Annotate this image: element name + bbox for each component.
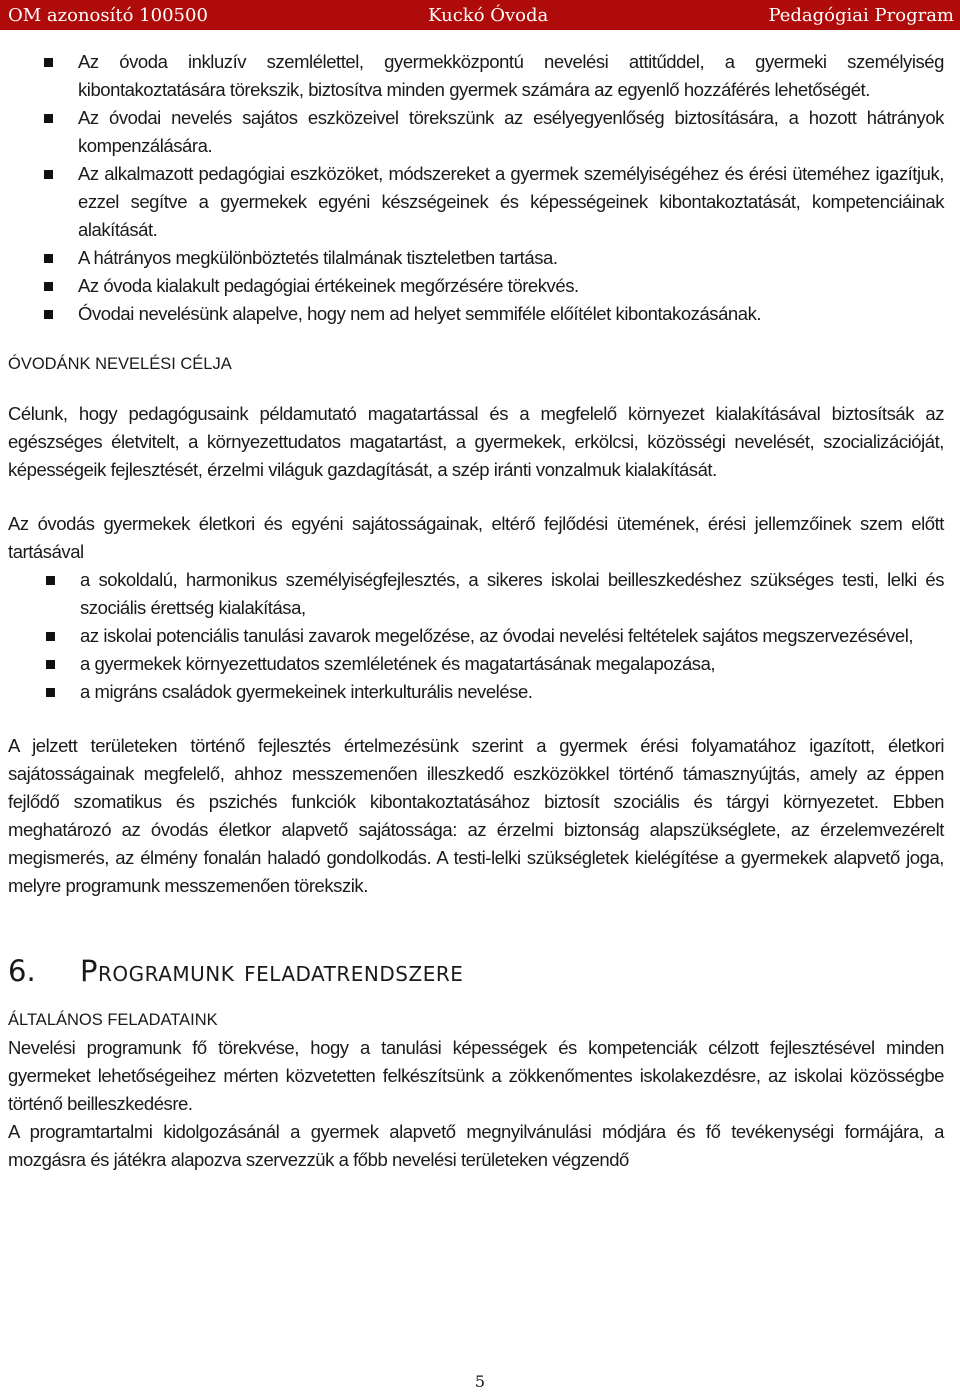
paragraph-goal: Célunk, hogy pedagógusaink példamutató magatartással és a megfelelő környezet kialakításával biztosítsák az egészséges életvitelt, a környezettudatos magatartást, a gyermekek, erkölcsi, közösségi nevelését, szocializációját, képességeik fejlesztését, érzelmi világuk gazdagítását, a szép iránti vonzalmuk kialakítását. xyxy=(8,403,944,480)
square-bullet-icon xyxy=(44,310,53,319)
paragraph-general-tasks: Nevelési programunk fő törekvése, hogy a tanulási képességek és kompetenciák célzott fejlesztésével minden gyermeket lehetőségeihez mérten közvetetten felkészítsünk a zökkenőmentes iskolakezdésre, az iskolai közösségbe történő beilleszkedésre. xyxy=(8,1037,944,1114)
document-body xyxy=(8,48,944,1174)
square-bullet-icon xyxy=(46,660,55,669)
square-bullet-icon xyxy=(44,170,53,179)
section-heading-general-tasks: ÁLTALÁNOS FELADATAINK xyxy=(8,1011,218,1029)
principles-list xyxy=(8,48,944,328)
square-bullet-icon xyxy=(46,688,55,697)
section-heading-goal: ÓVODÁNK NEVELÉSI CÉLJA xyxy=(8,355,232,373)
list-item: az iskolai potenciális tanulási zavarok megelőzése, az óvodai nevelési feltételek sajátos megszervezésével, xyxy=(8,622,944,650)
square-bullet-icon xyxy=(46,632,55,641)
square-bullet-icon xyxy=(46,576,55,585)
list-item: a gyermekek környezettudatos szemléletének és magatartásának megalapozása, xyxy=(8,650,944,678)
goals-list xyxy=(8,566,944,706)
page-number: 5 xyxy=(474,1372,486,1391)
list-item: A hátrányos megkülönböztetés tilalmának tiszteletben tartása. xyxy=(8,244,944,272)
paragraph-program-content: A programtartalmi kidolgozásánál a gyermek alapvető megnyilvánulási módjára és fő tevékenységi formájára, a mozgásra és játékra alapozva szervezzük a főbb nevelési területeken végzendő xyxy=(8,1121,944,1170)
list-item: Az óvoda inkluzív szemlélettel, gyermekközpontú nevelési attitűddel, a gyermeki személyiség kibontakoztatására törekszik, biztosítva minden gyermek számára az egyenlő hozzáférés lehetőségét. xyxy=(8,48,944,104)
chapter-number: 6. xyxy=(8,954,36,988)
page-header xyxy=(0,0,960,30)
header-institution: Kuckó Óvoda xyxy=(428,4,549,26)
header-document-title: Pedagógiai Program xyxy=(768,4,954,26)
list-item: Az óvoda kialakult pedagógiai értékeinek megőrzésére törekvés. xyxy=(8,272,944,300)
list-item: Óvodai nevelésünk alapelve, hogy nem ad helyet semmiféle előítélet kibontakozásának. xyxy=(8,300,944,328)
list-item: a sokoldalú, harmonikus személyiségfejlesztés, a sikeres iskolai beilleszkedéshez szükséges testi, lelki és szociális érettség kialakítása, xyxy=(8,566,944,622)
square-bullet-icon xyxy=(44,282,53,291)
paragraph-development: A jelzett területeken történő fejlesztés értelmezésünk szerint a gyermek érési folyamatához igazított, életkori sajátosságainak megfelelő, ahhoz messzemenően illeszkedő eszközökkel történő támasznyújtás, amely az éppen fejlődő szomatikus és pszichés funkciók kibontakoztatásához biztosít szociális és tárgyi környezetet. Ebben meghatározó az óvodás életkor alapvető sajátossága: az érzelmi biztonság alapszükséglete, az érzelemvezérelt megismerés, az élmény fonalán haladó gondolkodás. A testi-lelki szükségletek kielégítése a gyermekek alapvető joga, melyre programunk messzemenően törekszik. xyxy=(8,735,944,896)
square-bullet-icon xyxy=(44,254,53,263)
paragraph-intro: Az óvodás gyermekek életkori és egyéni sajátosságainak, eltérő fejlődési ütemének, érési jellemzőinek szem előtt tartásával xyxy=(8,513,944,562)
list-item: a migráns családok gyermekeinek interkulturális nevelése. xyxy=(8,678,944,706)
list-item: Az alkalmazott pedagógiai eszközöket, módszereket a gyermek személyiségéhez és érési üteméhez igazítjuk, ezzel segítve a gyermekek egyéni készségeinek és képességeinek kibontakoztatását, kompetenciáinak alakítását. xyxy=(8,160,944,244)
chapter-title: Programunk feladatrendszere xyxy=(80,954,464,988)
list-item: Az óvodai nevelés sajátos eszközeivel törekszünk az esélyegyenlőség biztosítására, a hozott hátrányok kompenzálására. xyxy=(8,104,944,160)
header-om-id: OM azonosító 100500 xyxy=(8,4,208,26)
chapter-heading xyxy=(8,954,944,988)
square-bullet-icon xyxy=(44,58,53,67)
square-bullet-icon xyxy=(44,114,53,123)
